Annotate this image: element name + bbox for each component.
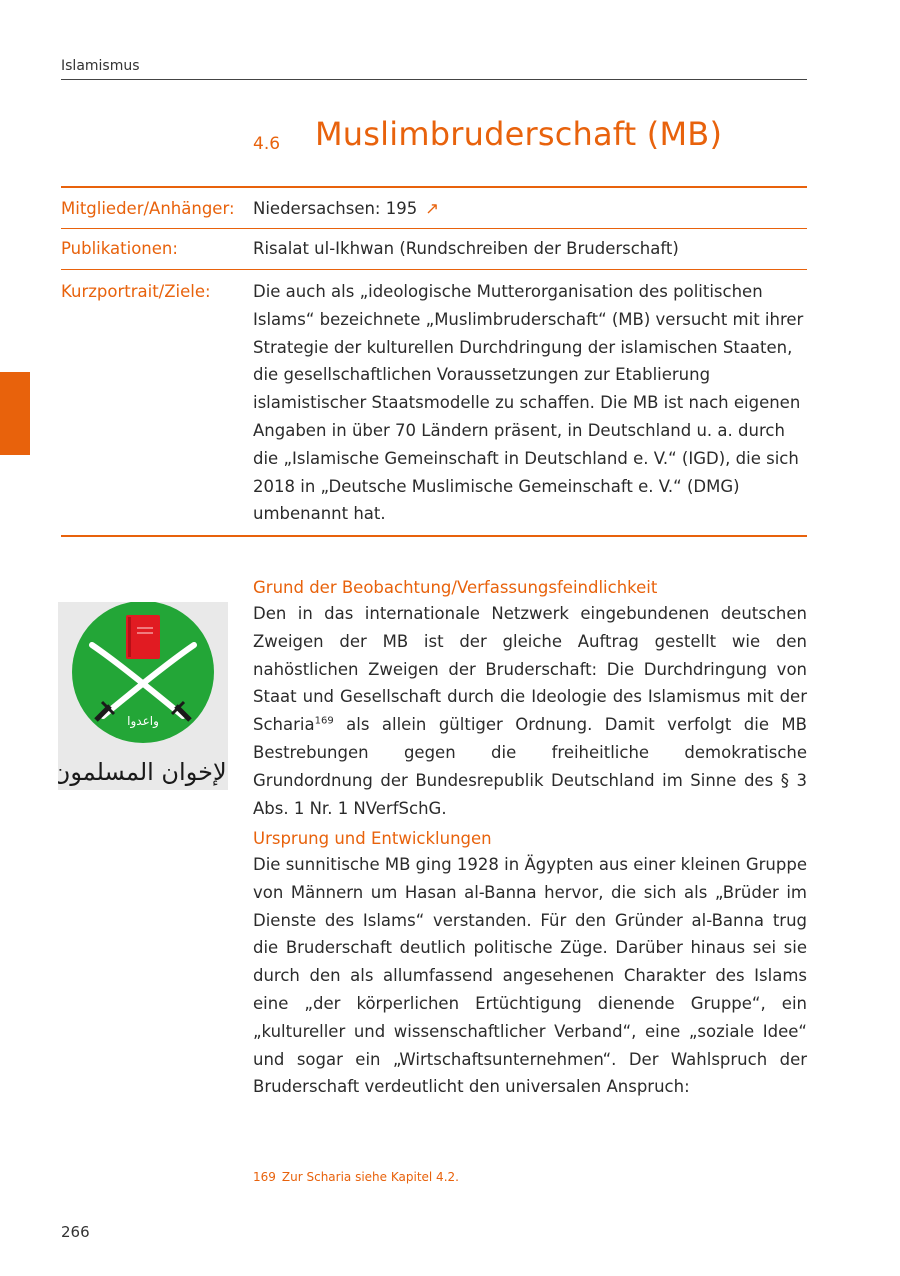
info-table (61, 186, 807, 537)
info-row-portrait (61, 270, 807, 535)
logo-emblem-icon (58, 602, 228, 790)
logo-motto: واعدوا (127, 714, 159, 728)
footnote-text: Zur Scharia siehe Kapitel 4.2. (281, 1170, 459, 1184)
trend-up-icon: ↗ (425, 199, 440, 218)
members-value: Niedersachsen: 195 (253, 199, 418, 218)
members-value-cell (253, 188, 807, 228)
footnote-reference[interactable]: 169 (314, 715, 334, 727)
section-origin-text: Die sunnitische MB ging 1928 in Ägypten aus einer kleinen Gruppe von Männern um Hasan al-Banna hervor, die sich als „Brüder im Dienste des Islams“ verstanden. Für den Gründer al-Banna trug die Bruderschaft deutlich politische Züge. Darüber hinaus sei sie durch den als allumfassend angesehenen Charakter des Islams eine „der körperlichen Ertüchtigung dienende Gruppe“, ein „kultureller und wissenschaftlicher Verband“, eine „soziale Idee“ und sogar ein „Wirtschaftsunternehmen“. Der Wahlspruch der Bruderschaft verdeutlicht den universalen Anspruch: (253, 855, 807, 1097)
chapter-number: 4.6 (253, 134, 281, 154)
info-row-publications (61, 229, 807, 270)
members-label: Mitglieder/Anhänger: (61, 199, 235, 218)
info-row-members (61, 188, 807, 229)
section-observation (253, 576, 807, 822)
publications-label: Publikationen: (61, 239, 178, 258)
footnote (253, 1170, 459, 1184)
chapter-side-tab (0, 372, 30, 455)
observation-text-part2: als allein gültiger Ordnung. Damit verfolgt die MB Bestrebungen gegen die freiheitliche demokratische Grundordnung der Bundesrepublik Deutschland im Sinne des § 3 Abs. 1 Nr. 1 NVerfSchG. (253, 715, 807, 818)
section-observation-text (253, 600, 807, 822)
publications-value: Risalat ul-Ikhwan (Rundschreiben der Bruderschaft) (253, 239, 679, 258)
portrait-value: Die auch als „ideologische Mutterorganisation des politischen Islams“ bezeichnete „Muslimbruderschaft“ (MB) versucht mit ihrer Strategie der kulturellen Durchdringung der islamischen Staaten, die gesellschaftlichen Voraussetzungen zur Etablierung islamistischer Staatsmodelle zu schaffen. Die MB ist nach eigenen Angaben in über 70 Ländern präsent, in Deutschland u. a. durch die „Islamische Gemeinschaft in Deutschland e. V.“ (IGD), die sich 2018 in „Deutsche Muslimische Gemeinschaft e. V.“ (DMG) umbenannt hat. (253, 282, 804, 524)
section-observation-heading: Grund der Beobachtung/Verfassungsfeindlichkeit (253, 578, 658, 597)
observation-text-part1: Den in das internationale Netzwerk eingebundenen deutschen Zweigen der MB ist der gleiche Auftrag gestellt wie den nahöstlichen Zweigen der Bruderschaft: Die Durchdringung von Staat und Gesellschaft durch die Ideologie des Islamismus mit der Scharia (253, 604, 807, 735)
page-number: 266 (61, 1223, 90, 1241)
logo-arabic-name: الإخوان المسلمون (58, 758, 228, 786)
footnote-number: 169 (253, 1170, 276, 1184)
portrait-label: Kurzportrait/Ziele: (61, 282, 211, 301)
running-head: Islamismus (61, 58, 807, 80)
section-origin (253, 827, 807, 1101)
chapter-title: Muslimbruderschaft (MB) (315, 115, 723, 153)
section-origin-heading: Ursprung und Entwicklungen (253, 829, 492, 848)
muslim-brotherhood-logo (58, 602, 228, 790)
